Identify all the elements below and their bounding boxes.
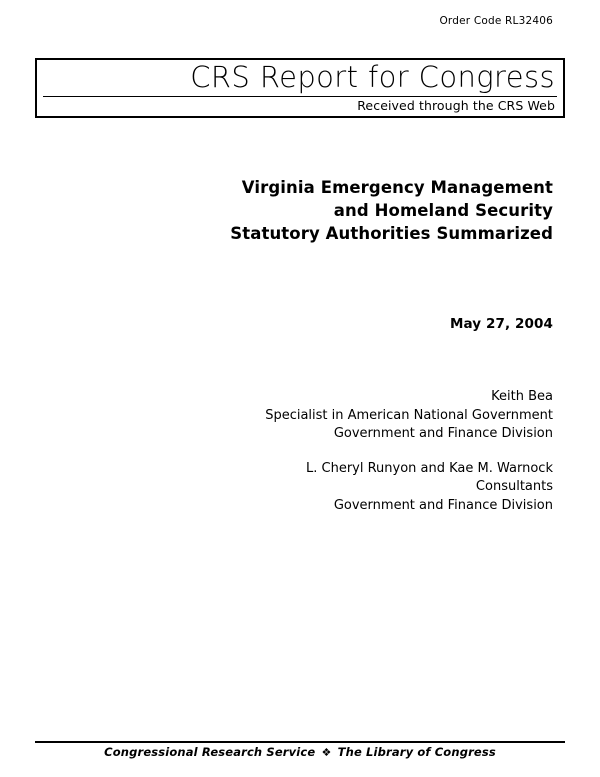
page-title-line-2: and Homeland Security — [333, 201, 553, 220]
order-code: Order Code RL32406 — [439, 15, 553, 27]
author-list — [35, 388, 553, 515]
page-title — [35, 176, 553, 245]
author-block — [35, 388, 553, 444]
footer — [35, 745, 565, 759]
author-division: Government and Finance Division — [333, 497, 553, 513]
author-title: Specialist in American National Government — [265, 407, 553, 423]
footer-institution: The Library of Congress — [337, 745, 496, 759]
author-division: Government and Finance Division — [333, 426, 553, 441]
footer-divider — [35, 741, 565, 743]
page-title-line-3: Statutory Authorities Summarized — [230, 224, 553, 243]
author-block — [35, 460, 553, 516]
masthead-box — [35, 58, 565, 118]
author-name: Keith Bea — [491, 389, 553, 404]
footer-organization: Congressional Research Service — [104, 745, 316, 759]
diamond-icon: ❖ — [321, 746, 332, 759]
page-title-line-1: Virginia Emergency Management — [241, 178, 553, 197]
report-date: May 27, 2004 — [449, 316, 553, 332]
author-title: Consultants — [475, 479, 553, 494]
masthead-title: CRS Report for Congress — [190, 60, 555, 94]
masthead-inner — [37, 60, 563, 116]
author-name: L. Cheryl Runyon and Kae M. Warnock — [306, 460, 553, 476]
masthead-subtitle: Received through the CRS Web — [357, 98, 555, 113]
